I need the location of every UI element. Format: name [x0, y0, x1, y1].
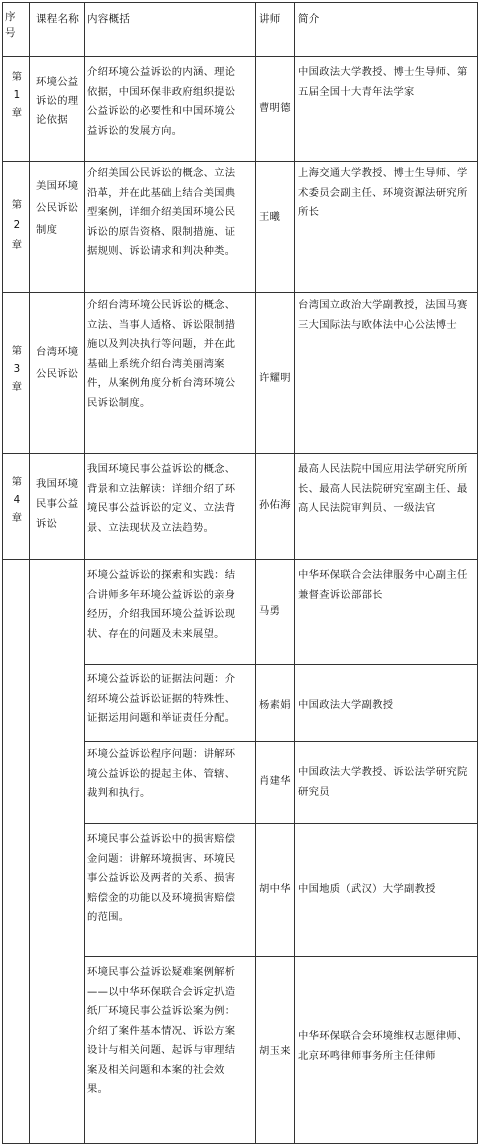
row-divider	[84, 741, 478, 742]
table-border-top	[2, 2, 478, 3]
lecturer-intro: 中华环保联合会环境维权志愿律师、 北京环鸣律师事务所主任律师	[298, 1030, 468, 1062]
course-name: 美国环境 公民诉讼 制度	[36, 180, 79, 236]
lecturer-name: 杨素娟	[259, 699, 291, 711]
lecturer-name: 马勇	[259, 605, 281, 617]
header-lecturer: 讲师	[259, 13, 281, 25]
lecturer-intro: 上海交通大学教授、博士生导师、学 术委员会副主任、环境资源法研究所 所长	[298, 167, 468, 218]
course-summary: 环境民事公益诉讼疑难案例解析 ——以中华环保联合会诉定扒造 纸厂环境民事公益诉讼案为例： 介绍了案件基本情况、诉讼方案 设计与相关问题、起诉与审理结 案及相关问题和本案的社会效 果。	[87, 966, 236, 1095]
course-name: 环境公益 诉讼的理 论依据	[36, 76, 79, 126]
lecturer-intro: 中国政法大学教授、诉讼法学研究院 研究员	[298, 766, 468, 798]
lecturer-intro: 台湾国立政治大学副教授，法国马赛 三大国际法与欧体法中心公法博士	[298, 299, 468, 331]
row-divider	[84, 664, 478, 665]
row-divider	[84, 823, 478, 824]
row-divider	[2, 292, 478, 293]
course-summary: 介绍台湾环境公民诉讼的概念、 立法、当事人适格、诉讼限制措 施以及判决执行等问题，并在此 基础上系统介绍台湾美丽湾案 件，从案例角度分析台湾环境公 民诉讼制度。	[87, 299, 236, 409]
chapter-number: 第 3 章	[11, 345, 23, 393]
table-border-bottom	[2, 1143, 478, 1144]
row-divider	[2, 161, 478, 162]
row-divider	[84, 956, 478, 957]
table-border-left	[2, 2, 3, 1144]
lecturer-name: 胡中华	[259, 883, 291, 895]
lecturer-intro: 中华环保联合会法律服务中心副主任 兼督查诉讼部部长	[298, 569, 468, 601]
column-divider	[29, 2, 30, 1144]
lecturer-name: 王曦	[259, 211, 281, 223]
column-divider	[255, 2, 256, 1144]
lecturer-intro: 中国政法大学教授、博士生导师、第 五届全国十大青年法学家	[298, 66, 468, 98]
header-course-name: 课程名称	[36, 13, 80, 25]
lecturer-intro: 中国政法大学副教授	[298, 699, 394, 711]
lecturer-intro: 最高人民法院中国应用法学研究所所 长、最高人民法院研究室副主任、最 高人民法院审判员、一级法官	[298, 463, 468, 514]
lecturer-name: 肖建华	[259, 775, 291, 787]
course-summary: 环境公益诉讼程序问题：讲解环 境公益诉讼的提起主体、管辖、 裁判和执行。	[87, 748, 236, 799]
course-summary: 介绍环境公益诉讼的内涵、理论 依据，中国环保非政府组织提讼 公益诉讼的必要性和中国环境公 益诉讼的发展方向。	[87, 66, 236, 137]
column-divider	[84, 2, 85, 1144]
chapter-number: 第 2 章	[11, 199, 23, 251]
course-name: 台湾环境 公民诉讼	[36, 346, 79, 380]
lecturer-name: 曹明德	[259, 102, 291, 114]
header-number: 序 号	[5, 11, 16, 39]
table-border-right	[477, 2, 478, 1144]
header-summary: 内容概括	[87, 13, 131, 25]
lecturer-name: 孙佑海	[259, 499, 291, 511]
course-summary: 环境民事公益诉讼中的损害赔偿 金问题：讲解环境损害、环境民 事公益诉讼及两者的关系、损害 赔偿金的功能以及环境损害赔偿 的范围。	[87, 833, 236, 923]
lecturer-name: 许耀明	[259, 372, 291, 384]
header-intro: 简介	[298, 13, 320, 25]
chapter-number: 第 4 章	[11, 476, 23, 524]
course-summary: 环境公益诉讼的探索和实践：结 合讲师多年环境公益诉讼的亲身 经历，介绍我国环境公益诉讼现 状、存在的问题及未来展望。	[87, 569, 236, 640]
lecturer-name: 胡玉来	[259, 1045, 291, 1057]
course-summary: 介绍美国公民诉讼的概念、立法 沿革，并在此基础上结合美国典 型案例，详细介绍美国环境公民 诉讼的原告资格、限制措施、证 据规则、诉讼请求和判决种类。	[87, 167, 236, 257]
course-summary: 环境公益诉讼的证据法问题：介 绍环境公益诉讼证据的特殊性、 证据运用问题和举证责任分配。	[87, 673, 236, 724]
lecturer-intro: 中国地质（武汉）大学副教授	[298, 883, 436, 895]
column-divider	[294, 2, 295, 1144]
row-divider	[2, 559, 478, 560]
row-divider	[2, 56, 478, 57]
course-name: 我国环境 民事公益 诉讼	[36, 478, 79, 530]
row-divider	[2, 453, 478, 454]
chapter-number: 第 1 章	[11, 71, 23, 119]
course-summary: 我国环境民事公益诉讼的概念、 背景和立法解读：详细介绍了环 境民事公益诉讼的定义、立法背 景、立法现状及立法趋势。	[87, 463, 236, 534]
